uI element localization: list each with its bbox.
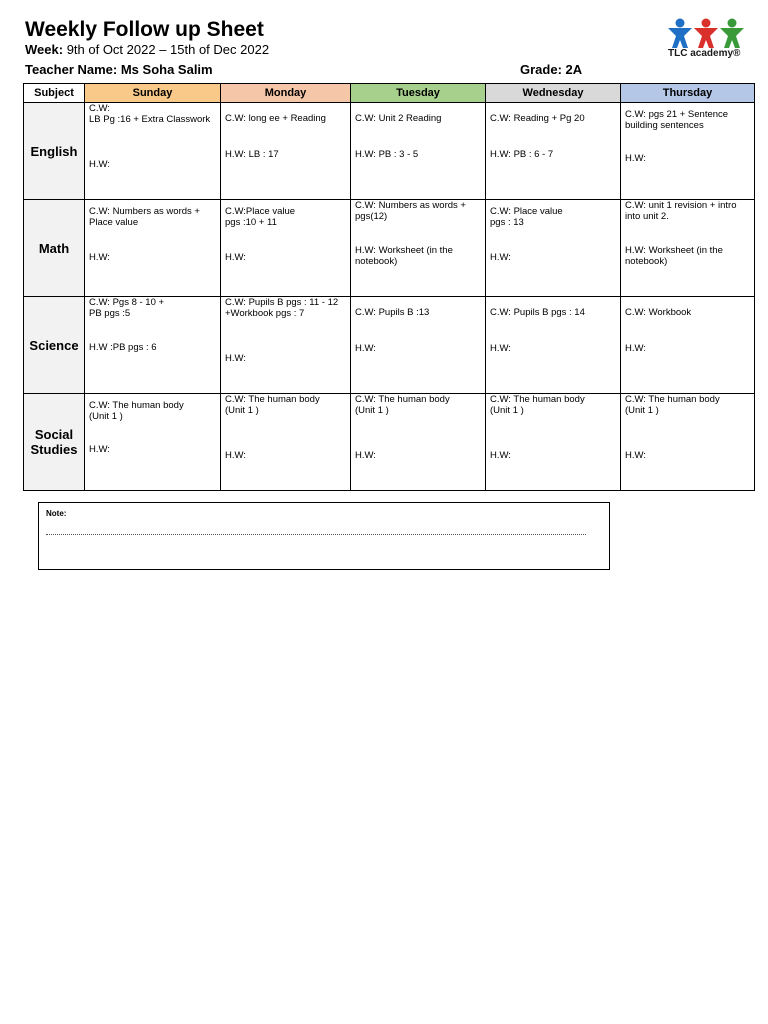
- classwork-text: C.W: Pupils B pgs : 14: [490, 307, 585, 318]
- subject-cell: Science: [24, 297, 85, 394]
- subject-cell: Math: [24, 200, 85, 297]
- lesson-cell: [351, 297, 486, 394]
- note-box: [38, 502, 610, 570]
- homework-text: H.W: Worksheet (in the notebook): [625, 245, 723, 267]
- homework-text: H.W:: [490, 450, 511, 461]
- classwork-text: C.W: The human body (Unit 1 ): [355, 394, 450, 416]
- note-label: Note:: [46, 509, 67, 518]
- homework-text: H.W:: [89, 252, 110, 263]
- table-row: [24, 297, 755, 394]
- page-title: Weekly Follow up Sheet: [25, 18, 264, 41]
- day-header-monday: Monday: [221, 84, 351, 103]
- homework-text: H.W:: [225, 252, 246, 263]
- teacher-name: Teacher Name: Ms Soha Salim: [25, 62, 213, 77]
- classwork-text: C.W: Unit 2 Reading: [355, 113, 442, 124]
- classwork-text: C.W: Pupils B pgs : 11 - 12 +Workbook pgs : 7: [225, 297, 339, 319]
- lesson-cell: [221, 297, 351, 394]
- classwork-text: C.W: Numbers as words + pgs(12): [355, 200, 466, 222]
- homework-text: H.W:: [355, 343, 376, 354]
- homework-text: H.W:: [490, 343, 511, 354]
- homework-text: H.W:: [225, 353, 246, 364]
- homework-text: H.W: PB : 3 - 5: [355, 149, 419, 160]
- classwork-text: C.W: long ee + Reading: [225, 113, 326, 124]
- lesson-cell: [351, 103, 486, 200]
- lesson-cell: [621, 297, 755, 394]
- classwork-text: C.W: Pgs 8 - 10 + PB pgs :5: [89, 297, 165, 319]
- homework-text: H.W:: [89, 444, 110, 455]
- lesson-cell: [85, 297, 221, 394]
- lesson-cell: [85, 103, 221, 200]
- homework-text: H.W:: [625, 450, 646, 461]
- classwork-text: C.W: Numbers as words + Place value: [89, 206, 200, 228]
- homework-text: H.W:: [225, 450, 246, 461]
- lesson-cell: [351, 200, 486, 297]
- homework-text: H.W:: [490, 252, 511, 263]
- homework-text: H.W: Worksheet (in the notebook): [355, 245, 453, 267]
- lesson-cell: [351, 394, 486, 491]
- classwork-text: C.W: The human body (Unit 1 ): [225, 394, 320, 416]
- classwork-text: C.W: Place value pgs : 13: [490, 206, 563, 228]
- logo-figure-green-icon: [720, 19, 744, 49]
- homework-text: H.W:: [355, 450, 376, 461]
- classwork-text: C.W: The human body (Unit 1 ): [89, 400, 184, 422]
- logo-figure-red-icon: [694, 19, 718, 49]
- homework-text: H.W:: [89, 159, 110, 170]
- sheet-header: [25, 18, 269, 58]
- grade-label: Grade: 2A: [520, 62, 583, 77]
- table-header-row: [24, 84, 755, 103]
- classwork-text: C.W: Reading + Pg 20: [490, 113, 585, 124]
- follow-up-table: [23, 83, 755, 491]
- lesson-cell: [486, 297, 621, 394]
- classwork-text: C.W: Pupils B :13: [355, 307, 430, 318]
- subject-cell: English: [24, 103, 85, 200]
- day-header-wednesday: Wednesday: [486, 84, 621, 103]
- classwork-text: C.W: pgs 21 + Sentence building sentences: [625, 109, 729, 131]
- homework-text: H.W: PB : 6 - 7: [490, 149, 554, 160]
- classwork-text: C.W: The human body (Unit 1 ): [625, 394, 720, 416]
- homework-text: H.W:: [625, 343, 646, 354]
- classwork-text: C.W: Workbook: [625, 307, 692, 318]
- table-row: [24, 103, 755, 200]
- classwork-text: C.W: The human body (Unit 1 ): [490, 394, 585, 416]
- note-dotted-line: [46, 534, 586, 535]
- day-header-tuesday: Tuesday: [351, 84, 486, 103]
- lesson-cell: [486, 103, 621, 200]
- week-label: Week:: [25, 42, 64, 57]
- classwork-text: C.W: unit 1 revision + intro into unit 2.: [625, 200, 737, 222]
- lesson-cell: [621, 200, 755, 297]
- subject-cell: Social Studies: [24, 394, 85, 491]
- lesson-cell: [486, 394, 621, 491]
- lesson-cell: [85, 200, 221, 297]
- week-range: [25, 42, 269, 58]
- homework-text: H.W:: [625, 153, 646, 164]
- lesson-cell: [221, 394, 351, 491]
- classwork-text: C.W: LB Pg :16 + Extra Classwork: [89, 103, 211, 125]
- day-header-sunday: Sunday: [85, 84, 221, 103]
- homework-text: H.W: LB : 17: [225, 149, 279, 160]
- homework-text: H.W :PB pgs : 6: [89, 342, 157, 353]
- table-row: [24, 200, 755, 297]
- subject-column-header: Subject: [24, 84, 85, 103]
- logo-figure-blue-icon: [668, 19, 692, 49]
- logo-text: TLC academy®: [668, 48, 741, 59]
- table-row: [24, 394, 755, 491]
- lesson-cell: [221, 200, 351, 297]
- lesson-cell: [621, 394, 755, 491]
- day-header-thursday: Thursday: [621, 84, 755, 103]
- lesson-cell: [85, 394, 221, 491]
- lesson-cell: [221, 103, 351, 200]
- week-value: 9th of Oct 2022 – 15th of Dec 2022: [66, 42, 270, 57]
- classwork-text: C.W:Place value pgs :10 + 11: [225, 206, 296, 228]
- lesson-cell: [621, 103, 755, 200]
- lesson-cell: [486, 200, 621, 297]
